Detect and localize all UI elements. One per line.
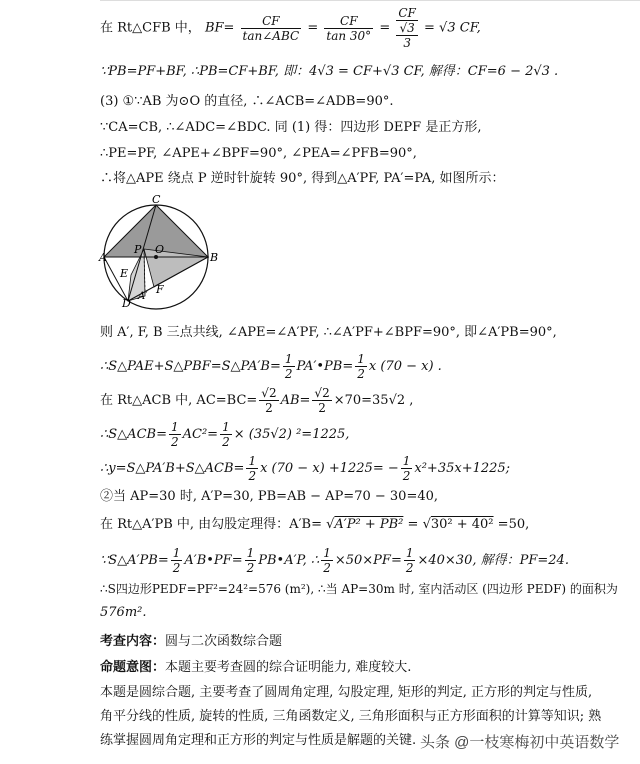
numerator: 1 — [402, 454, 411, 468]
exam-content — [100, 632, 282, 651]
solution-line-5: ∴PE=PF, ∠APE+∠BPF=90°, ∠PEA=∠PFB=90°, — [100, 146, 417, 161]
solution-line-3: (3) ①∵AB 为⊙O 的直径, ∴∠ACB=∠ADB=90°. — [100, 94, 394, 109]
solution-line-1 — [100, 6, 481, 50]
numerator: CF — [241, 14, 302, 29]
label-b: B — [210, 251, 219, 264]
text: A′B•PF= — [184, 553, 243, 568]
text: ∴S△PAE+S△PBF=S△PA′B= — [100, 359, 281, 374]
exam-content-text: 圆与二次函数综合题 — [165, 634, 283, 649]
radicand: 30² + 40² — [430, 517, 494, 532]
sqrt-symbol: √ — [422, 517, 431, 532]
denominator: tan∠ABC — [242, 28, 300, 43]
text: ×70=35√2 , — [333, 393, 414, 408]
label-p: P — [134, 243, 142, 256]
geometry-figure — [100, 193, 230, 308]
denominator: 2 — [323, 561, 331, 575]
numerator: √2 — [261, 386, 277, 400]
fraction-half — [404, 546, 416, 575]
solution-line-16: 576m². — [100, 605, 147, 620]
label-c: C — [152, 193, 161, 206]
solution-line-7: 则 A′, F, B 三点共线, ∠APE=∠A′PF, ∴∠A′PF+∠BPF=90°, 即∠A′PB=90°, — [100, 325, 557, 340]
fraction-half — [321, 546, 333, 575]
numerator: √2 — [314, 386, 330, 400]
label-d: D — [122, 297, 131, 310]
denominator: 2 — [402, 469, 411, 483]
text: × (35√2) ²=1225, — [233, 427, 350, 442]
denominator: 2 — [222, 435, 230, 449]
text: x (70 − x) +1225= − — [260, 461, 399, 476]
solution-line-6: ∴将△APE 绕点 P 逆时针旋转 90°, 得到△A′PF, PA′=PA, 如图所示： — [100, 171, 505, 186]
text: =50, — [497, 517, 530, 532]
text: 在 Rt△A′PB 中, 由勾股定理得：A′B= — [100, 517, 322, 532]
text: ×40×30, 解得：PF=24. — [417, 553, 569, 568]
label-a: A — [99, 251, 107, 264]
fraction-half — [169, 420, 181, 449]
numerator: 1 — [222, 420, 230, 434]
denominator: 2 — [172, 561, 181, 575]
fraction-half — [246, 454, 258, 483]
sqrt-symbol: √ — [326, 517, 335, 532]
radicand: A′P² + PB² — [334, 517, 404, 532]
denominator: 2 — [284, 367, 293, 381]
fraction — [241, 14, 302, 43]
fraction-half — [283, 352, 295, 381]
denominator: 2 — [405, 561, 414, 575]
solution-line-14 — [100, 546, 569, 575]
solution-line-11 — [100, 454, 510, 483]
text: 在 Rt△CFB 中， — [100, 20, 201, 36]
denominator: 2 — [357, 367, 365, 381]
denominator-bottom: 3 — [403, 36, 411, 50]
denominator: 2 — [170, 435, 179, 449]
solution-line-4: ∵CA=CB, ∴∠ADC=∠BDC. 同 (1) 得：四边形 DEPF 是正方形, — [100, 120, 482, 135]
text: BF= — [204, 20, 235, 36]
text: x²+35x+1225; — [414, 461, 511, 476]
fraction-half — [245, 546, 257, 575]
numerator: 1 — [323, 546, 331, 560]
exam-content-label: 考查内容： — [100, 633, 166, 648]
solution-line-8 — [100, 352, 442, 381]
text: ×50×PF= — [334, 553, 402, 568]
analysis-line-2: 角平分线的性质, 旋转的性质, 三角函数定义, 三角形面积与正方形面积的计算等知识; 熟 — [100, 709, 602, 724]
numerator: 1 — [248, 454, 257, 468]
fraction-half — [355, 352, 367, 381]
watermark: 头条 @一枝寒梅初中英语数学 — [420, 734, 620, 751]
text: AC²= — [182, 427, 219, 442]
fraction-root2-half — [312, 386, 331, 415]
text: ∴y=S△PA′B+S△ACB= — [100, 461, 245, 476]
numerator: 1 — [405, 546, 414, 560]
text: AB= — [280, 393, 311, 408]
text: = — [379, 20, 391, 36]
numerator: 1 — [170, 420, 179, 434]
denominator: 2 — [318, 401, 326, 415]
text: = √3 CF, — [424, 20, 481, 36]
text: ∴S△ACB= — [100, 427, 167, 442]
numerator: 1 — [246, 546, 255, 560]
label-a-prime: A′ — [138, 291, 148, 302]
solution-line-13 — [100, 516, 529, 534]
text: x (70 − x) . — [368, 359, 442, 374]
intent-label: 命题意图： — [100, 659, 166, 674]
text: PB•A′P, ∴ — [258, 553, 320, 568]
denominator-top: √3 — [396, 21, 418, 36]
label-f: F — [156, 283, 164, 296]
intent-text: 本题主要考查圆的综合证明能力, 难度较大. — [165, 660, 412, 675]
analysis-line-1: 本题是圆综合题, 主要考查了圆周角定理, 勾股定理, 矩形的判定, 正方形的判定与性质, — [100, 685, 593, 700]
fraction — [324, 14, 373, 43]
numerator: 1 — [357, 352, 365, 366]
numerator: CF — [398, 6, 416, 20]
text: 在 Rt△ACB 中, AC=BC= — [100, 393, 258, 408]
denominator: 2 — [265, 401, 273, 415]
fraction-half — [171, 546, 183, 575]
denominator: tan 30° — [326, 28, 372, 43]
label-e: E — [120, 267, 129, 280]
solution-line-15: ∴S四边形PEDF=PF²=24²=576 (m²), ∴当 AP=30m 时, 室内活动区 (四边形 PEDF) 的面积为 — [100, 582, 618, 596]
top-rule — [100, 0, 640, 1]
numerator: 1 — [284, 352, 293, 366]
denominator: 2 — [248, 469, 257, 483]
text: ∵S△A′PB= — [100, 553, 169, 568]
text: PA′•PB= — [296, 359, 354, 374]
solution-line-9 — [100, 386, 413, 415]
intent — [100, 658, 411, 677]
fraction-half — [401, 454, 413, 483]
fraction — [396, 6, 418, 50]
solution-line-10 — [100, 420, 349, 449]
denominator: 2 — [246, 561, 255, 575]
fraction-half — [220, 420, 232, 449]
fraction-root2-half — [259, 386, 278, 415]
solution-line-12: ②当 AP=30 时, A′P=30, PB=AB − AP=70 − 30=40, — [100, 489, 439, 504]
numerator: CF — [324, 14, 373, 29]
text: = — [307, 20, 319, 36]
numerator: 1 — [172, 546, 181, 560]
text: = — [407, 517, 419, 532]
solution-line-2: ∵PB=PF+BF, ∴PB=CF+BF, 即：4√3 = CF+√3 CF, 解得：CF=6 − 2√3 . — [100, 64, 559, 79]
analysis-line-3: 练掌握圆周角定理和正方形的判定与性质是解题的关键. — [100, 733, 417, 748]
label-o: O — [155, 243, 165, 256]
